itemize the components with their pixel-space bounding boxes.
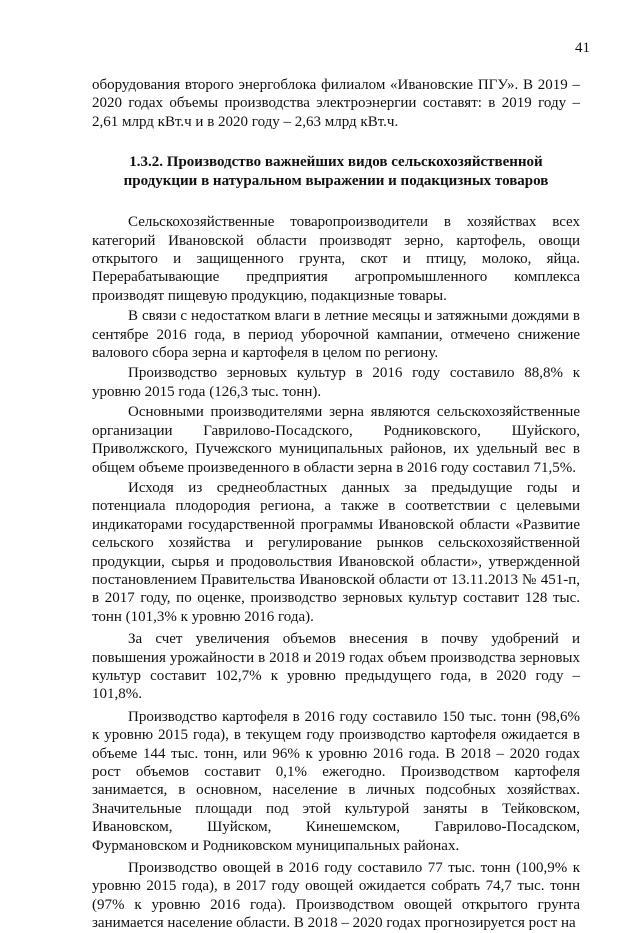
paragraph-producers: Сельскохозяйственные товаропроизводители в хозяйствах всех категорий Ивановской области производят зерно, картофель, овощи открытого и защищенного грунта, скот и птицу, молоко, яйца. Перерабатывающие предприятия агропромышленного комплекса производят пищевую продукцию, подакцизные товары.: [92, 214, 580, 304]
section-heading-line-2: продукции в натуральном выражении и подакцизных товаров: [123, 173, 549, 190]
paragraph-weather: В связи с недостатком влаги в летние месяцы и затяжными дождями в сентябре 2016 года, в период уборочной кампании, отмечено снижение валового сбора зерна и картофеля в целом по региону.: [92, 308, 580, 362]
page-content: [92, 76, 580, 933]
paragraph-vegetables: Производство овощей в 2016 году составило 77 тыс. тонн (100,9% к уровню 2015 года), в 2017 году овощей ожидается собрать 74,7 тыс. тонн (97% к уровню 2016 года). Производством овощей открытого грунта занимается население области. В 2018 – 2020 годах прогнозируется рост на: [92, 860, 580, 932]
paragraph-continuation: оборудования второго энергоблока филиалом «Ивановские ПГУ». В 2019 – 2020 годах объемы производства электроэнергии составят: в 2019 году – 2,61 млрд кВт.ч и в 2020 году – 2,63 млрд кВт.ч.: [92, 77, 580, 130]
section-heading: [92, 153, 580, 191]
paragraph-fertilizers: За счет увеличения объемов внесения в почву удобрений и повышения урожайности в 2018 и 2019 годах объем производства зерновых культур составит 102,7% к уровню предыдущего года, в 2020 году – 101,8%.: [92, 631, 580, 703]
paragraph-grain-output: Производство зерновых культур в 2016 году составило 88,8% к уровню 2015 года (126,3 тыс. тонн).: [92, 365, 580, 400]
paragraph-potatoes: Производство картофеля в 2016 году составило 150 тыс. тонн (98,6% к уровню 2015 года), в текущем году производство картофеля ожидается в объеме 144 тыс. тонн, или 96% к уровню 2016 года. В 2018 – 2020 годах рост объемов составит 0,1% ежегодно. Производством картофеля занимается, в основном, население в личных подсобных хозяйствах. Значительные площади под этой культурой заняты в Тейковском, Ивановском, Шуйском, Кинешемском, Гаврилово-Посадском, Фурмановском и Родниковском муниципальных районах.: [92, 708, 580, 854]
paragraph-grain-producers: Основными производителями зерна являются сельскохозяйственные организации Гаврилово-Посадского, Родниковского, Шуйского, Приволжского, Пучежского муниципальных районов, их удельный вес в общем объеме произведенного в области зерна в 2016 году составил 71,5%.: [92, 404, 580, 476]
page-number: 41: [575, 40, 590, 56]
section-heading-line-1: 1.3.2. Производство важнейших видов сельскохозяйственной: [129, 154, 543, 171]
paragraph-grain-forecast: Исходя из среднеобластных данных за предыдущие годы и потенциала плодородия региона, а также в соответствии с целевыми индикаторами государственной программы Ивановской области «Развитие сельского хозяйства и регулирование рынков сельскохозяйственной продукции, сырья и продовольствия Ивановской области», утвержденной постановлением Правительства Ивановской области от 13.11.2013 № 451-п, в 2017 году, по оценке, производство зерновых культур составит 128 тыс. тонн (101,3% к уровню 2016 года).: [92, 479, 580, 625]
